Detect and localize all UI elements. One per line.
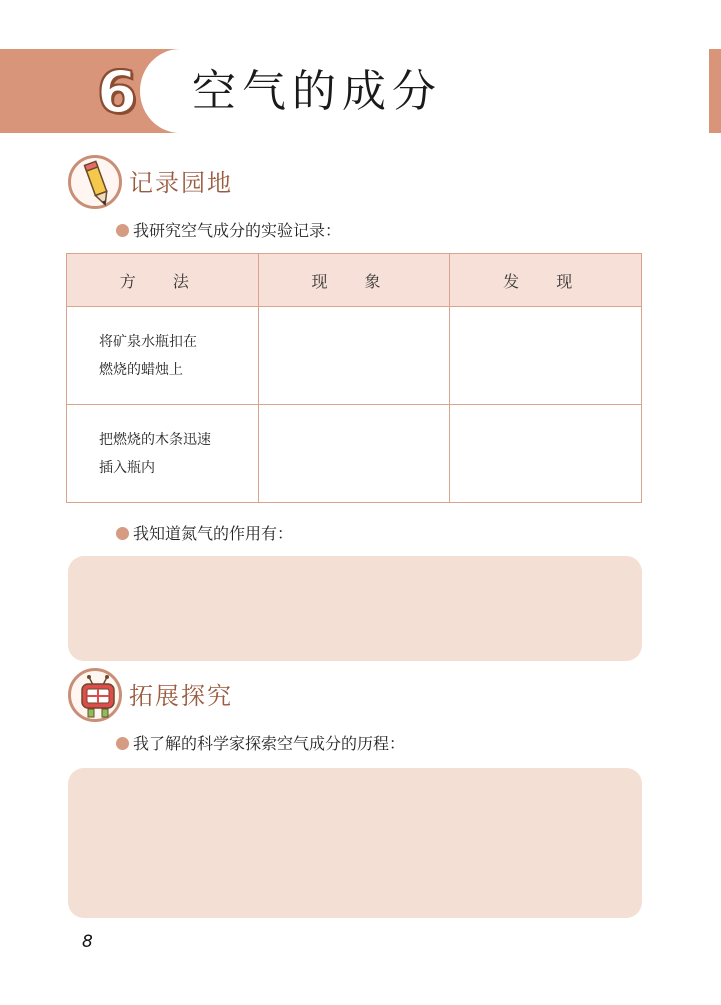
robot-icon <box>68 668 122 722</box>
pencil-icon <box>68 155 122 209</box>
experiment-record-table <box>66 253 642 503</box>
bullet-dot <box>116 737 129 750</box>
method-line: 燃烧的蜡烛上 <box>99 361 183 378</box>
column-header-finding: 发 现 <box>450 254 642 307</box>
column-header-phenomenon: 现 象 <box>258 254 450 307</box>
nitrogen-prompt-text: 我知道氮气的作用有： <box>133 524 294 543</box>
nitrogen-answer-box[interactable] <box>68 556 642 661</box>
method-cell <box>67 405 259 503</box>
page-number: 8 <box>82 932 93 952</box>
method-line: 插入瓶内 <box>99 459 155 476</box>
nitrogen-prompt <box>116 522 293 546</box>
extend-answer-box[interactable] <box>68 768 642 918</box>
table-row <box>67 405 642 503</box>
extend-prompt-text: 我了解的科学家探索空气成分的历程： <box>133 734 406 753</box>
method-line: 把燃烧的木条迅速 <box>99 431 211 448</box>
section-head-extend <box>68 668 268 726</box>
edge-tab <box>709 49 721 133</box>
record-prompt <box>116 219 341 243</box>
column-header-method: 方 法 <box>67 254 259 307</box>
section-title-extend: 拓展探究 <box>129 682 233 710</box>
table-header-row <box>67 254 642 307</box>
lesson-number: 6 <box>96 58 138 126</box>
lesson-title: 空气的成分 <box>192 66 442 117</box>
method-line: 将矿泉水瓶扣在 <box>99 333 197 350</box>
phenomenon-cell[interactable] <box>258 307 450 405</box>
section-head-record <box>68 155 268 213</box>
finding-cell[interactable] <box>450 405 642 503</box>
section-title-record: 记录园地 <box>129 169 233 197</box>
record-prompt-text: 我研究空气成分的实验记录： <box>133 221 342 240</box>
extend-prompt <box>116 732 405 756</box>
bullet-dot <box>116 527 129 540</box>
table-row <box>67 307 642 405</box>
finding-cell[interactable] <box>450 307 642 405</box>
phenomenon-cell[interactable] <box>258 405 450 503</box>
bullet-dot <box>116 224 129 237</box>
method-cell <box>67 307 259 405</box>
